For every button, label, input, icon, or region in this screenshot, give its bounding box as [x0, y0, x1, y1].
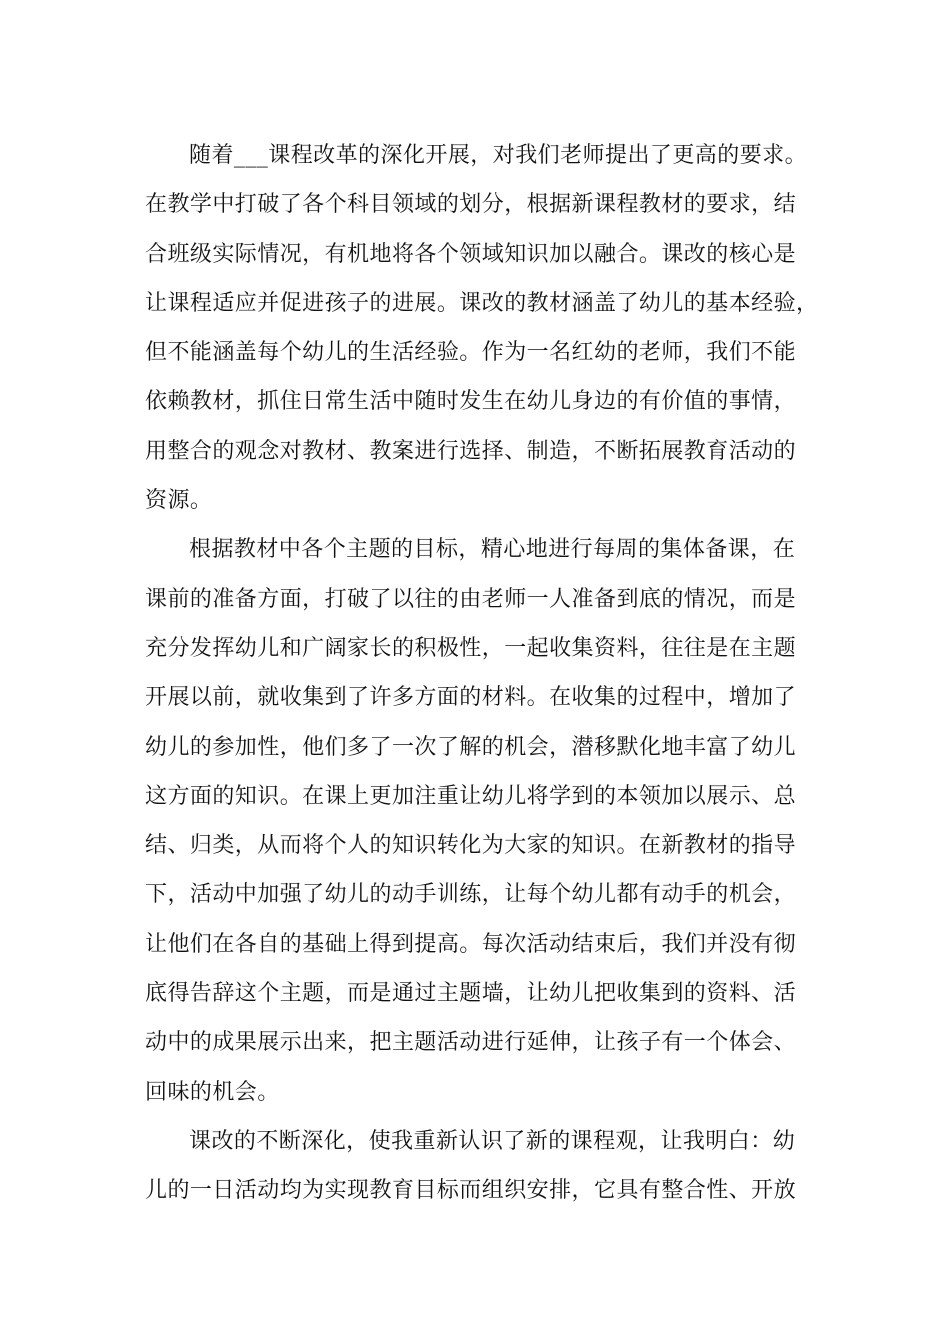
text-line: 回味的机会。 [145, 1079, 280, 1105]
document-body [145, 131, 825, 1216]
text-line: 幼儿的参加性，他们多了一次了解的机会，潜移默化地丰富了幼儿 [145, 734, 797, 760]
text-line: 根据教材中各个主题的目标，精心地进行每周的集体备课，在 [189, 537, 796, 563]
text-line: 让他们在各自的基础上得到提高。每次活动结束后，我们并没有彻 [145, 931, 797, 957]
text-line: 这方面的知识。在课上更加注重让幼儿将学到的本领加以展示、总 [145, 783, 797, 809]
text-line: 让课程适应并促进孩子的进展。课改的教材涵盖了幼儿的基本经验， [145, 290, 819, 316]
text-line: 结、归类，从而将个人的知识转化为大家的知识。在新教材的指导 [145, 833, 797, 859]
text-line: 合班级实际情况，有机地将各个领域知识加以融合。课改的核心是 [145, 241, 797, 267]
text-line: 课前的准备方面，打破了以往的由老师一人准备到底的情况，而是 [145, 586, 797, 612]
paragraph-3 [145, 1117, 825, 1216]
text-line: 动中的成果展示出来，把主题活动进行延伸，让孩子有一个体会、 [145, 1030, 797, 1056]
paragraph-2 [145, 525, 825, 1117]
text-line: 但不能涵盖每个幼儿的生活经验。作为一名红幼的老师，我们不能 [145, 340, 797, 366]
text-line: 充分发挥幼儿和广阔家长的积极性，一起收集资料，往往是在主题 [145, 635, 797, 661]
paragraph-1 [145, 131, 825, 525]
text-line: 随着___课程改革的深化开展，对我们老师提出了更高的要求。 [189, 143, 808, 168]
text-line: 下，活动中加强了幼儿的动手训练，让每个幼儿都有动手的机会， [145, 882, 797, 908]
text-line: 开展以前，就收集到了许多方面的材料。在收集的过程中，增加了 [145, 685, 797, 711]
text-line: 课改的不断深化，使我重新认识了新的课程观，让我明白：幼 [189, 1128, 796, 1154]
text-line: 依赖教材，抓住日常生活中随时发生在幼儿身边的有价值的事情， [145, 389, 797, 415]
text-line: 底得告辞这个主题，而是通过主题墙，让幼儿把收集到的资料、活 [145, 981, 797, 1007]
text-line: 在教学中打破了各个科目领域的划分，根据新课程教材的要求，结 [145, 192, 797, 218]
text-line: 儿的一日活动均为实现教育目标而组织安排，它具有整合性、开放 [145, 1178, 797, 1204]
text-line: 用整合的观念对教材、教案进行选择、制造，不断拓展教育活动的 [145, 438, 797, 464]
text-line: 资源。 [145, 488, 213, 514]
